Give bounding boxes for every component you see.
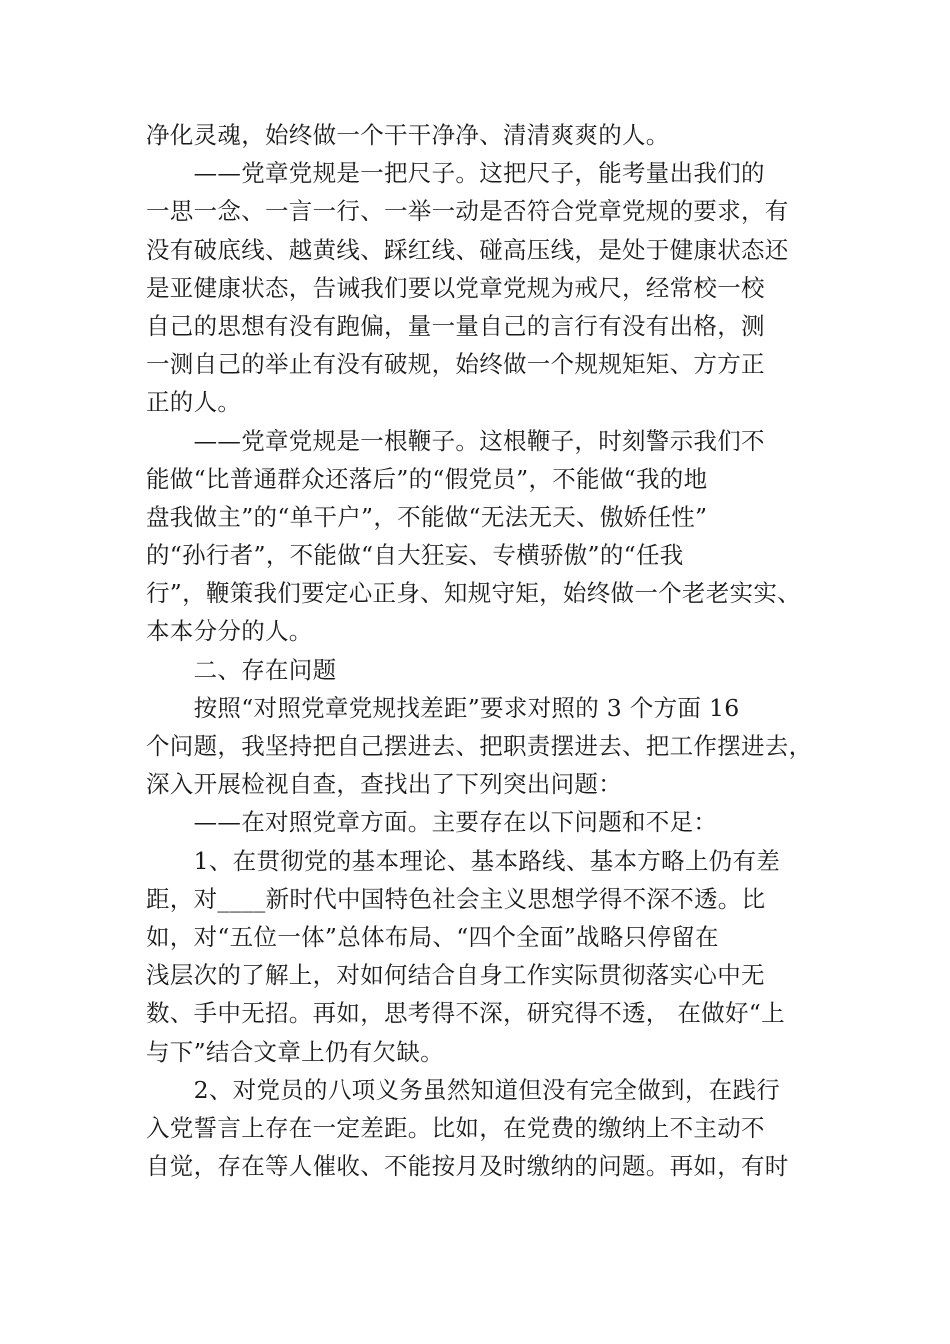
text-line: 入党誓言上存在一定差距。比如，在党费的缴纳上不主动不: [146, 1113, 765, 1142]
text-line: ——党章党规是一把尺子。这把尺子，能考量出我们的: [146, 159, 765, 188]
text-line: 与下”结合文章上仍有欠缺。: [146, 1037, 444, 1066]
text-line: 的“孙行者”，不能做“自大狂妄、专横骄傲”的“任我: [146, 541, 684, 570]
text-line: 浅层次的了解上，对如何结合自身工作实际贯彻落实心中无: [146, 961, 765, 990]
text-line: ——在对照党章方面。主要存在以下问题和不足：: [146, 808, 718, 837]
text-line: 距，对____新时代中国特色社会主义思想学得不深不透。比: [146, 884, 766, 913]
text-line: 按照“对照党章党规找差距”要求对照的 3 个方面 16: [146, 693, 740, 722]
text-line: 自觉，存在等人催收、不能按月及时缴纳的问题。再如，有时: [146, 1152, 789, 1181]
text-line: 自己的思想有没有跑偏，量一量自己的言行有没有出格，测: [146, 311, 765, 340]
text-line: 个问题，我坚持把自己摆进去、把职责摆进去、把工作摆进去，: [146, 732, 813, 760]
text-line: 净化灵魂，始终做一个干干净净、清清爽爽的人。: [146, 121, 670, 149]
text-line: 如，对“五位一体”总体布局、“四个全面”战略只停留在: [146, 922, 719, 951]
text-line: 一思一念、一言一行、一举一动是否符合党章党规的要求，有: [146, 197, 789, 226]
section-heading: 二、存在问题: [146, 655, 337, 684]
text-line: ——党章党规是一根鞭子。这根鞭子，时刻警示我们不: [146, 426, 765, 455]
text-line: 是亚健康状态，告诫我们要以党章党规为戒尺，经常校一校: [146, 273, 765, 302]
text-line: 没有破底线、越黄线、踩红线、碰高压线，是处于健康状态还: [146, 235, 789, 264]
text-line: 一测自己的举止有没有破规，始终做一个规规矩矩、方方正: [146, 350, 765, 379]
text-line: 盘我做主”的“单干户”，不能做“无法无天、傲娇任性”: [146, 502, 708, 531]
document-body: [146, 116, 813, 1185]
text-line: 行”，鞭策我们要定心正身、知规守矩，始终做一个老老实实、: [146, 579, 801, 608]
text-line: 2、对党员的八项义务虽然知道但没有完全做到，在践行: [146, 1075, 781, 1104]
text-line: 1、在贯彻党的基本理论、基本路线、基本方略上仍有差: [146, 846, 781, 875]
text-line: 能做“比普通群众还落后”的“假党员”，不能做“我的地: [146, 464, 708, 493]
text-line: 深入开展检视自查，查找出了下列突出问题：: [146, 770, 622, 799]
text-line: 数、手中无招。再如，思考得不深，研究得不透， 在做好“上: [146, 999, 785, 1028]
text-line: 本本分分的人。: [146, 617, 313, 646]
text-line: 正的人。: [146, 388, 242, 417]
